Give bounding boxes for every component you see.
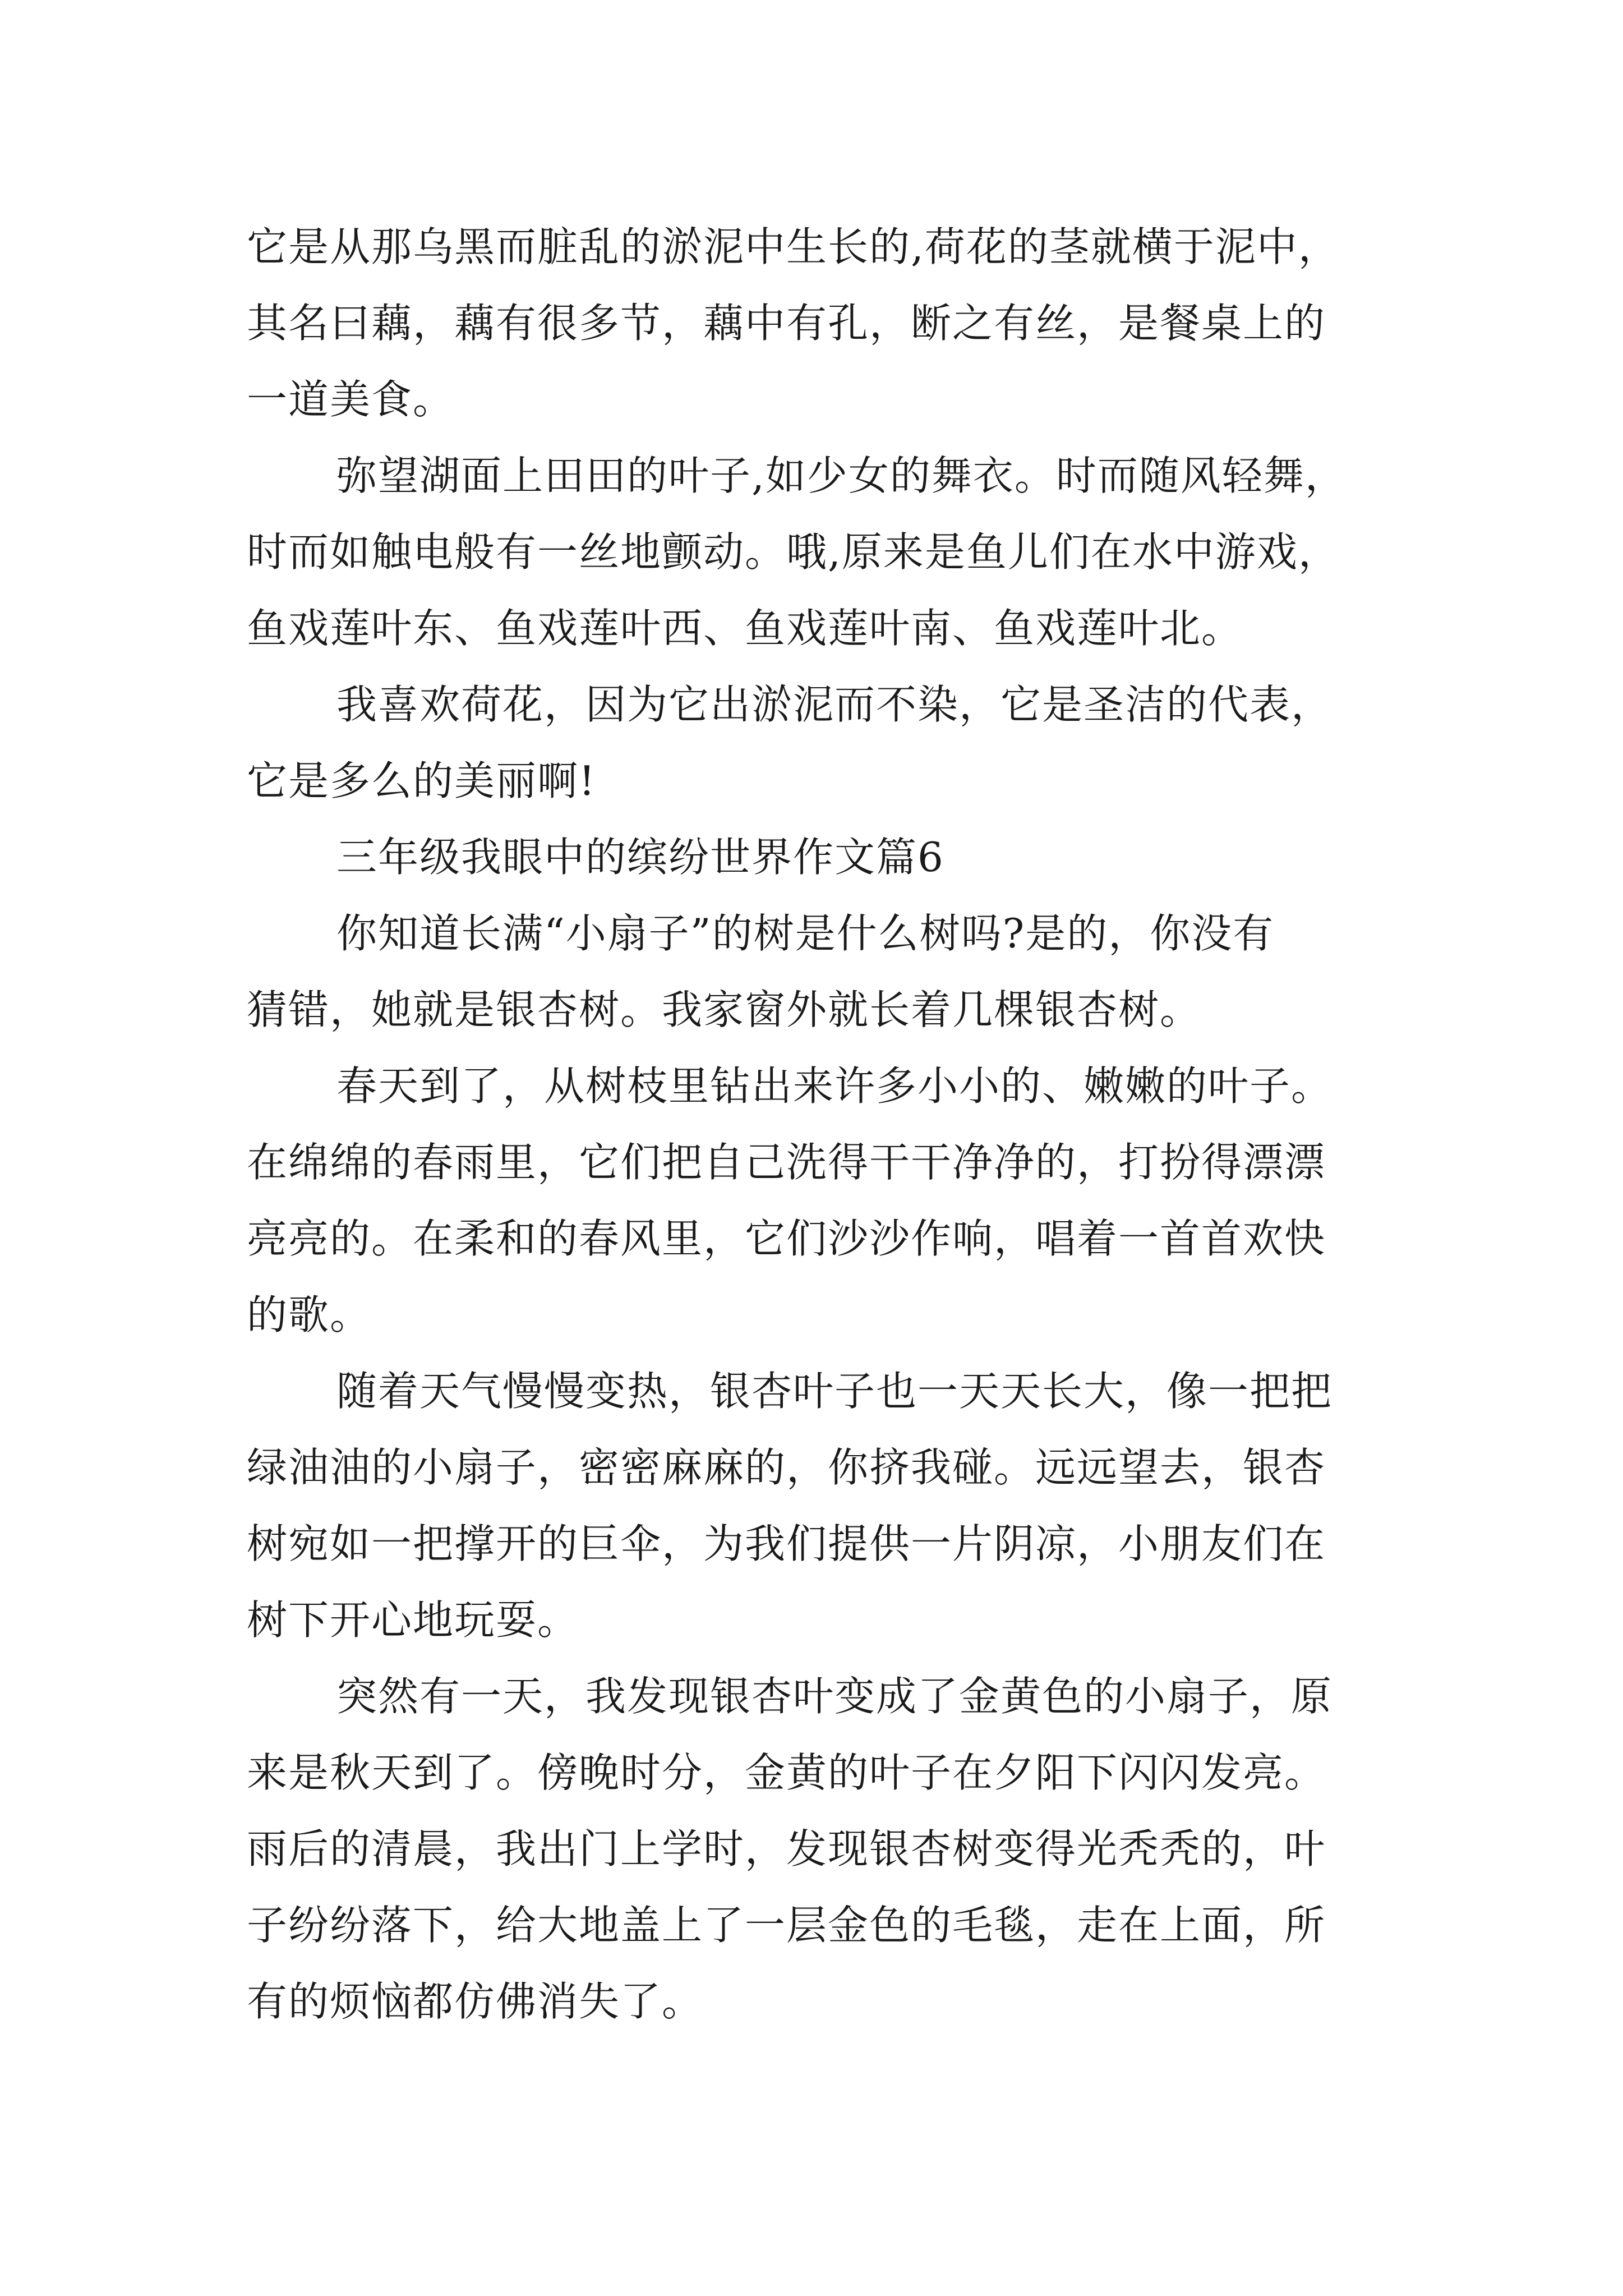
text-line: 时而如触电般有一丝地颤动。哦,原来是鱼儿们在水中游戏， xyxy=(247,528,1340,576)
text-line: 弥望湖面上田田的叶子,如少女的舞衣。时而随风轻舞， xyxy=(336,452,1347,499)
text-line: 来是秋天到了。傍晚时分，金黄的叶子在夕阳下闪闪发亮。 xyxy=(247,1749,1326,1796)
text-line: 树宛如一把撑开的巨伞，为我们提供一片阴凉，小朋友们在 xyxy=(247,1520,1326,1567)
text-line: 有的烦恼都仿佛消失了。 xyxy=(247,1978,704,2025)
section-heading: 三年级我眼中的缤纷世界作文篇6 xyxy=(336,834,944,881)
text-line: 突然有一天，我发现银杏叶变成了金黄色的小扇子，原 xyxy=(336,1673,1333,1720)
text-line: 春天到了，从树枝里钻出来许多小小的、嫩嫩的叶子。 xyxy=(336,1062,1333,1110)
text-line: 它是多么的美丽啊! xyxy=(247,757,596,804)
text-line: 鱼戏莲叶东、鱼戏莲叶西、鱼戏莲叶南、鱼戏莲叶北。 xyxy=(247,605,1243,652)
text-line: 的歌。 xyxy=(247,1291,372,1338)
text-line: 你知道长满“小扇子”的树是什么树吗?是的，你没有 xyxy=(336,910,1275,957)
text-line: 绿油油的小扇子，密密麻麻的，你挤我碰。远远望去，银杏 xyxy=(247,1444,1326,1491)
text-line: 亮亮的。在柔和的春风里，它们沙沙作响，唱着一首首欢快 xyxy=(247,1215,1326,1262)
text-line: 我喜欢荷花，因为它出淤泥而不染，它是圣洁的代表， xyxy=(336,681,1333,728)
text-line: 子纷纷落下，给大地盖上了一层金色的毛毯，走在上面，所 xyxy=(247,1902,1326,1949)
text-line: 猜错，她就是银杏树。我家窗外就长着几棵银杏树。 xyxy=(247,986,1202,1033)
text-line: 雨后的清晨，我出门上学时，发现银杏树变得光秃秃的，叶 xyxy=(247,1825,1326,1872)
text-line: 在绵绵的春雨里，它们把自己洗得干干净净的，打扮得漂漂 xyxy=(247,1139,1326,1186)
text-line: 一道美食。 xyxy=(247,376,455,423)
text-line: 树下开心地玩耍。 xyxy=(247,1596,579,1644)
text-line: 其名曰藕，藕有很多节，藕中有孔，断之有丝，是餐桌上的 xyxy=(247,300,1326,347)
text-line: 它是从那乌黑而脏乱的淤泥中生长的,荷花的茎就横于泥中， xyxy=(247,223,1340,270)
text-line: 随着天气慢慢变热，银杏叶子也一天天长大，像一把把 xyxy=(336,1368,1333,1415)
